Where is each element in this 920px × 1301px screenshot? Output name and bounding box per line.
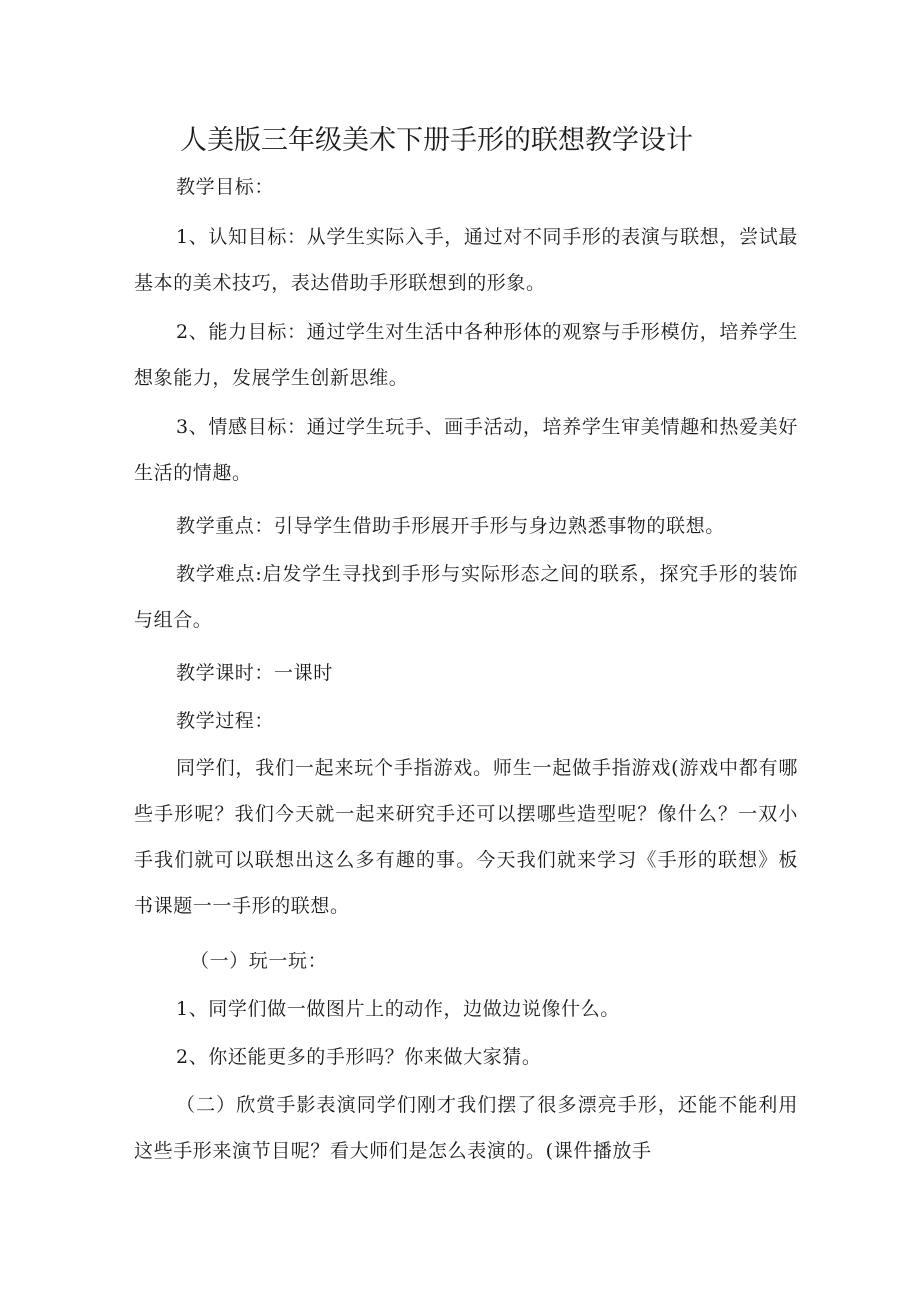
goal-ability: 2、能力目标：通过学生对生活中各种形体的观察与手形模仿，培养学生想象能力，发展学生创新思维。 xyxy=(134,321,798,389)
process-heading: 教学过程： xyxy=(176,710,275,732)
difficulty: 教学难点:启发学生寻找到手形与实际形态之间的联系，探究手形的装饰与组合。 xyxy=(134,563,798,631)
document-title: 人美版三年级美术下册手形的联想教学设计 xyxy=(180,125,693,156)
step-2: 2、你还能更多的手形吗？你来做大家猜。 xyxy=(176,1046,542,1068)
goal-emotion: 3、情感目标：通过学生玩手、画手活动，培养学生审美情趣和热爱美好生活的情趣。 xyxy=(134,416,798,484)
section2-paragraph: （二）欣赏手影表演同学们刚才我们摆了很多漂亮手形，还能不能利用这些手形来演节目呢？看大师们是怎么表演的。(课件播放手 xyxy=(134,1094,798,1162)
lesson-duration: 教学课时：一课时 xyxy=(176,662,333,684)
step-1: 1、同学们做一做图片上的动作，边做边说像什么。 xyxy=(176,998,620,1020)
key-point: 教学重点：引导学生借助手形展开手形与身边熟悉事物的联想。 xyxy=(176,515,725,537)
section1-heading: （一）玩一玩： xyxy=(190,950,328,972)
intro-paragraph: 同学们，我们一起来玩个手指游戏。师生一起做手指游戏(游戏中都有哪些手形呢？我们今天就一起来研究手还可以摆哪些造型呢？像什么？一双小手我们就可以联想出这么多有趣的事。今天我们就来学习《手形的联想》板书课题一一手形的联想。 xyxy=(134,757,798,917)
goal-cognitive: 1、认知目标：从学生实际入手，通过对不同手形的表演与联想，尝试最基本的美术技巧，表达借助手形联想到的形象。 xyxy=(134,226,798,294)
goals-heading: 教学目标： xyxy=(176,176,275,198)
